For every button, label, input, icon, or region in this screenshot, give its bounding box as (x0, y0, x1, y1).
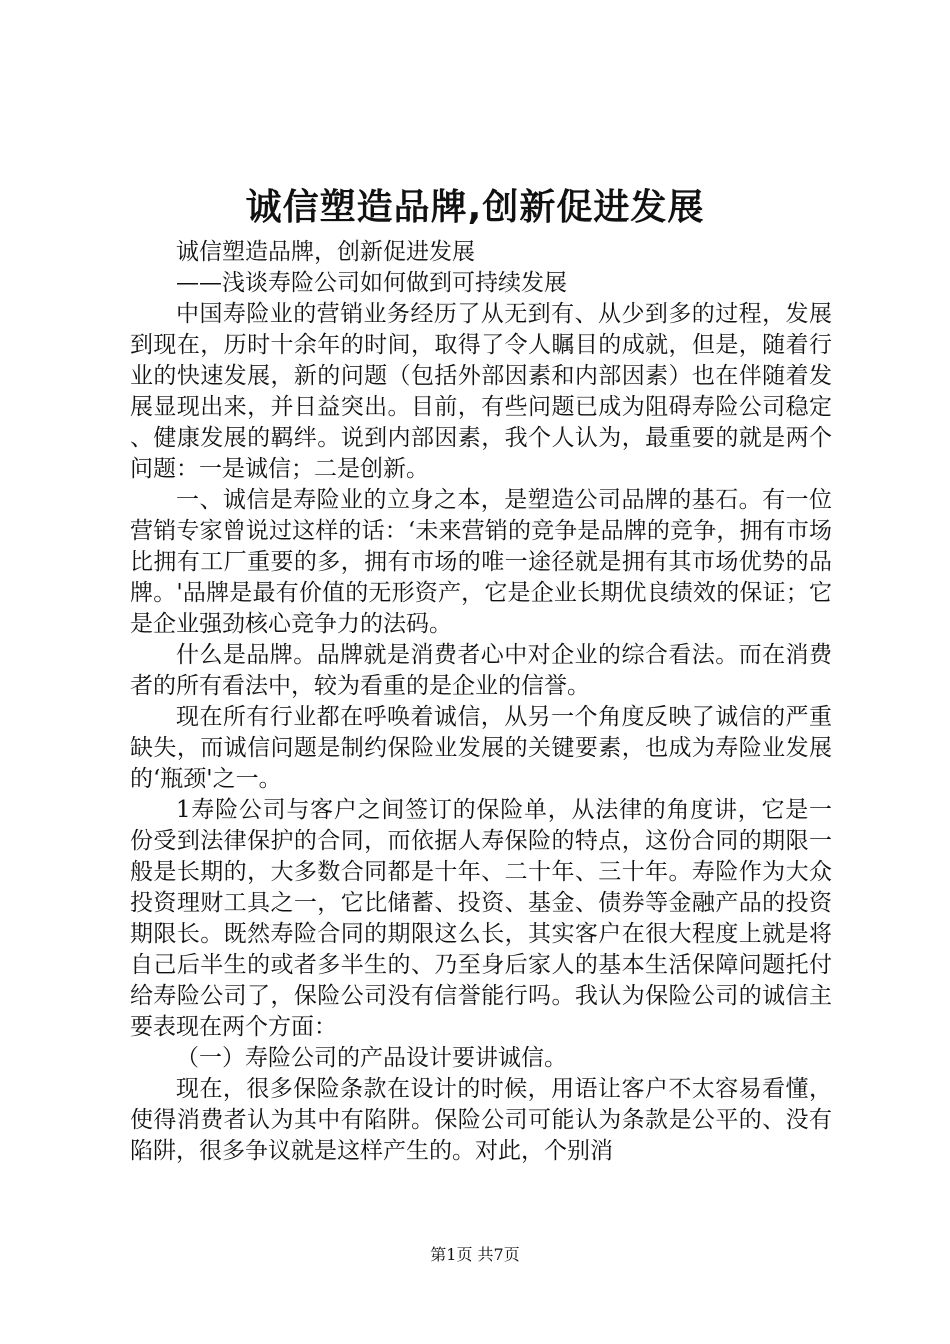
paragraph-product-design: 现在，很多保险条款在设计的时候，用语让客户不太容易看懂，使得消费者认为其中有陷阱。保险公司可能认为条款是公平的、没有陷阱，很多争议就是这样产生的。对此，个别消 (130, 1076, 832, 1164)
section-heading-product-design: （一）寿险公司的产品设计要讲诚信。 (176, 1045, 567, 1071)
document-body (130, 237, 832, 1167)
paragraph-intro: 中国寿险业的营销业务经历了从无到有、从少到多的过程，发展到现在，历时十余年的时间，取得了令人瞩目的成就，但是，随着行业的快速发展，新的问题（包括外部因素和内部因素）也在伴随着发展显现出来，并日益突出。目前，有些问题已成为阻碍寿险公司稳定、健康发展的羁绊。说到内部因素，我个人认为，最重要的就是两个问题：一是诚信；二是创新。 (130, 301, 832, 482)
document-title: 诚信塑造品牌,创新促进发展 (245, 187, 705, 228)
page-footer: 第1页 共7页 (430, 1245, 520, 1264)
paragraph-brand-definition: 什么是品牌。品牌就是消费者心中对企业的综合看法。而在消费者的所有看法中，较为看重的是企业的信誉。 (130, 642, 832, 699)
subtitle-line: 诚信塑造品牌，创新促进发展 (176, 239, 475, 265)
paragraph-integrity: 一、诚信是寿险业的立身之本，是塑造公司品牌的基石。有一位营销专家曾说过这样的话：‘未来营销的竞争是品牌的竞争，拥有市场比拥有工厂重要的多，拥有市场的唯一途径就是拥有其市场优势的品牌。'品牌是最有价值的无形资产，它是企业长期优良绩效的保证；它是企业强劲核心竞争力的法码。 (130, 487, 832, 637)
paragraph-insurance-contract: 1寿险公司与客户之间签订的保险单，从法律的角度讲，它是一份受到法律保护的合同，而依据人寿保险的特点，这份合同的期限一般是长期的，大多数合同都是十年、二十年、三十年。寿险作为大众投资理财工具之一，它比储蓄、投资、基金、债券等金融产品的投资期限长。既然寿险合同的期限这么长，其实客户在很大程度上就是将自己后半生的或者多半生的、乃至身后家人的基本生活保障问题托付给寿险公司了，保险公司没有信誉能行吗。我认为保险公司的诚信主要表现在两个方面： (130, 797, 832, 1040)
paragraph-integrity-crisis: 现在所有行业都在呼唤着诚信，从另一个角度反映了诚信的严重缺失，而诚信问题是制约保险业发展的关键要素，也成为寿险业发展的‘瓶颈'之一。 (130, 704, 832, 792)
subheading-line: ——浅谈寿险公司如何做到可持续发展 (176, 270, 567, 296)
